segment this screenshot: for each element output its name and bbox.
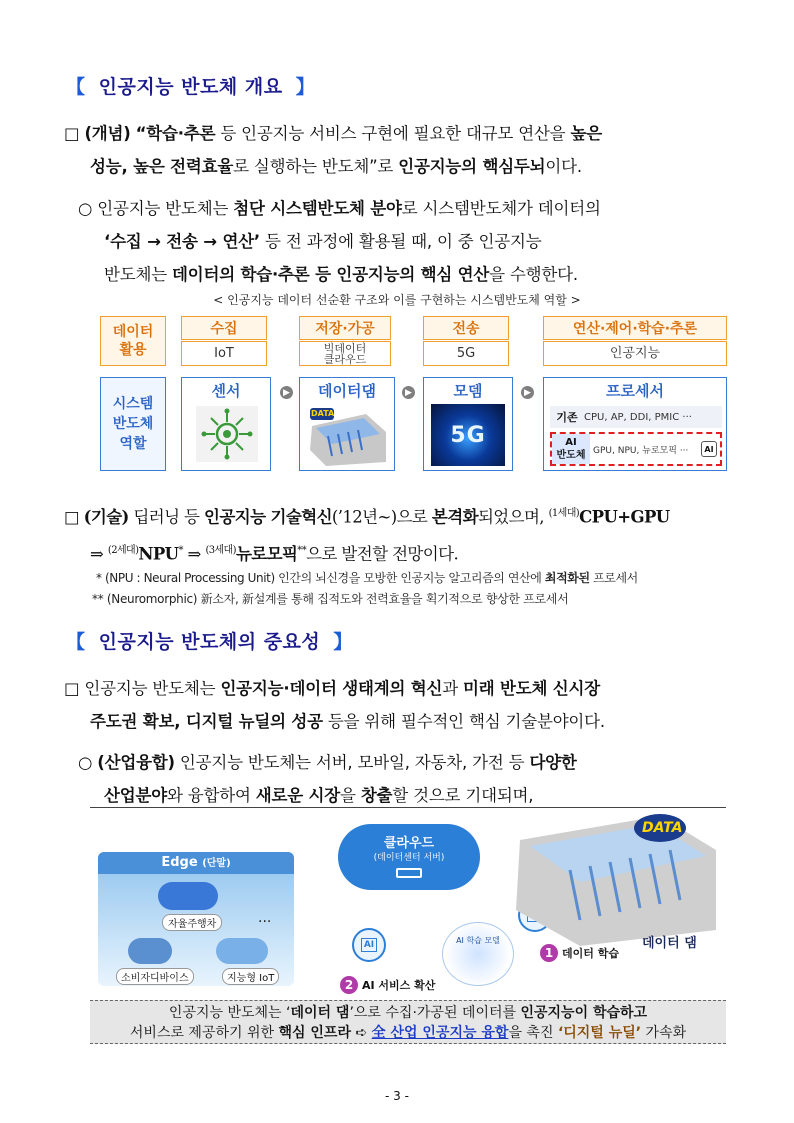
circle-bullet: ○ [78,199,93,218]
flow-arrow-icon: ▶ [280,386,293,399]
edge-header: Edge (단말) [98,852,294,874]
row-label-semi-role: 시스템 반도체 역할 [100,377,166,471]
cloud-icon: 클라우드 (데이터센터 서버) [338,824,480,890]
iot-icon [216,938,268,964]
page-number: - 3 - [385,1089,409,1103]
label-consumer: 소비자디바이스 [116,968,194,985]
bracket-open: 【 [66,76,86,98]
stage-value-bigdata: 빅데이터 클라우드 [299,341,391,366]
divider [90,807,726,808]
paragraph-technology: □ (기술) 딥러닝 등 인공지능 기술혁신(’12년~)으로 본격화되었으며, $^{(1세대)}$CPU+GPU ⇒ $^{(2세대)}$NPU* ⇒ $^{(3세대)}$뉴로모픽**으로 발전할 전망이다. [64,507,670,563]
paragraph-system-semi: ○ 인공지능 반도체는 첨단 시스템반도체 분야로 시스템반도체가 데이터의 ‘수집 → 전송 → 연산’ 등 전 과정에 활용될 때, 이 중 인공지능 반도체는 데이터의 학습·추론 등 인공지능의 핵심 연산을 수행한다. [78,199,601,284]
sensor-icon [196,406,258,462]
square-bullet: □ [64,124,80,143]
bracket-close: 】 [295,76,316,98]
car-icon [158,882,218,910]
row-label-data-use: 데이터 활용 [100,316,166,366]
ai-model-brain-icon: AI 학습 모델 [442,922,514,986]
panel-processor: 프로세서 기존 CPU, AP, DDI, PMIC ··· AI 반도체 GPU, NPU, 뉴로모픽 ··· AI [543,377,727,471]
step-2-badge: 2 AI 서비스 확산 [340,976,435,994]
label-iot: 지능형 IoT [222,968,279,985]
data-badge: DATA [642,820,683,836]
stage-tag-collect: 수집 [181,316,267,340]
edge-panel [98,852,294,986]
dam-label: 데이터 댐 [642,936,697,951]
processor-row-legacy: 기존 CPU, AP, DDI, PMIC ··· [550,406,722,428]
section-title-text: 인공지능 반도체 개요 [98,76,283,98]
ellipsis: ··· [258,914,272,930]
figure-caption: < 인공지능 데이터 선순환 구조와 이를 구현하는 시스템반도체 역할 > [213,293,581,307]
server-icon [396,868,422,878]
ai-chip-icon: AI [352,928,386,962]
step-1-badge: 1 데이터 학습 [540,944,619,962]
stage-value-ai: 인공지능 [543,341,727,366]
panel-modem: 모뎀 5G [423,377,513,471]
flow-arrow-icon: ▶ [521,386,534,399]
paragraph-importance: □ 인공지능 반도체는 인공지능·데이터 생태계의 혁신과 미래 반도체 신시장 주도권 확보, 디지털 뉴딜의 성공 등을 위해 필수적인 핵심 기술분야이다. [64,679,605,731]
section-title-overview [66,72,315,99]
stage-tag-transmit: 전송 [423,316,509,340]
stage-tag-store: 저장·가공 [299,316,391,340]
stage-value-iot: IoT [181,341,267,366]
footnote-neuromorphic: ** (Neuromorphic) 新소자, 新설계를 통해 집적도와 전력효율을 획기적으로 향상한 프로세서 [92,592,569,606]
data-badge: DATA [311,409,335,418]
section-title-importance: 【 인공지능 반도체의 중요성 】 [66,631,353,653]
panel-data-dam: 데이터댐 DATA [299,377,395,471]
processor-row-ai: AI 반도체 GPU, NPU, 뉴로모픽 ··· AI [550,432,722,466]
stage-tag-compute: 연산·제어·학습·추론 [543,316,727,340]
summary-box: 인공지능 반도체는 ‘데이터 댐’으로 수집·가공된 데이터를 인공지능이 학습하고 서비스로 제공하기 위한 핵심 인프라 ➪ 全 산업 인공지능 융합을 촉진 ‘디지털 뉴딜’ 가속화 [90,1000,726,1044]
footnote-npu: * (NPU : Neural Processing Unit) 인간의 뇌신경을 모방한 인공지능 알고리즘의 연산에 최적화된 프로세서 [96,571,638,585]
paragraph-industry: ○ (산업융합) 인공지능 반도체는 서버, 모바일, 자동차, 가전 등 다양한 산업분야와 융합하여 새로운 시장을 창출할 것으로 기대되며, [78,753,577,805]
device-icon [128,938,172,964]
5g-chip-icon: 5G [431,404,505,466]
panel-sensor: 센서 [181,377,271,471]
paragraph-concept: □ (개념) “학습·추론 등 인공지능 서비스 구현에 필요한 대규모 연산을 높은 성능, 높은 전력효율로 실행하는 반도체”로 인공지능의 핵심두뇌이다. [64,124,602,176]
ai-chip-icon: AI [701,441,717,457]
flow-arrow-icon: ▶ [402,386,415,399]
data-dam-icon [510,810,720,950]
stage-value-5g: 5G [423,341,509,366]
label-autonomous: 자율주행차 [162,914,222,931]
ai-ecosystem-figure [90,810,726,998]
